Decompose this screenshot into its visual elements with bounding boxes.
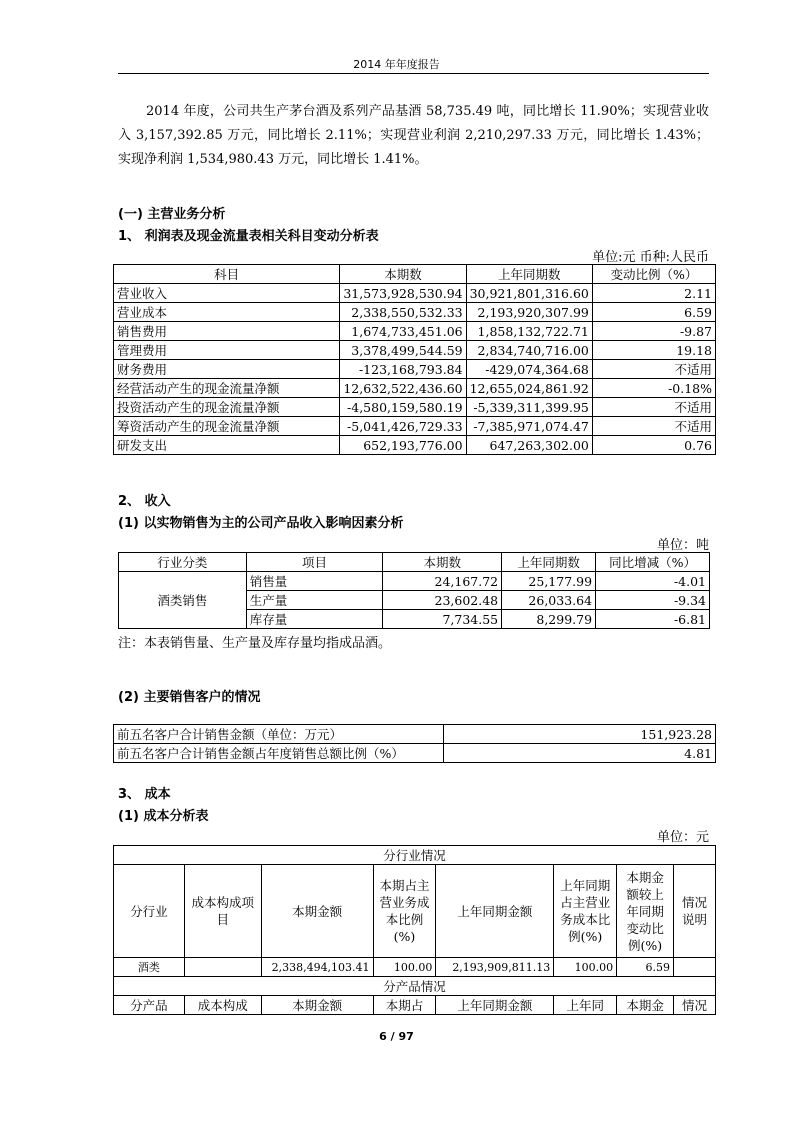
table-row [114, 436, 716, 455]
table-cell: 销售费用 [114, 322, 340, 341]
column-header: 本期金额 [261, 996, 373, 1015]
table-cell: 研发支出 [114, 436, 340, 455]
column-header: 情况 [674, 996, 716, 1015]
table-cell: 652,193,776.00 [340, 436, 466, 455]
table-cell: 1,674,733,451.06 [340, 322, 466, 341]
table-row [119, 572, 710, 591]
table4-unit-label: 单位：元 [656, 830, 709, 845]
table-cell: -123,168,793.84 [340, 360, 466, 379]
table-cell: 酒类销售 [119, 572, 247, 629]
table-cell: 2,338,494,103.41 [261, 958, 373, 977]
table-cell [184, 958, 261, 977]
table-header-row [114, 865, 716, 958]
table-cell: 26,033.64 [502, 591, 596, 610]
column-header: 科目 [114, 265, 340, 284]
table2-note: 注：本表销售量、生产量及库存量均指成品酒。 [118, 636, 392, 651]
table-cell: -4.01 [596, 572, 710, 591]
column-header: 行业分类 [119, 553, 247, 572]
column-header: 本期数 [340, 265, 466, 284]
table-cell: -9.87 [592, 322, 715, 341]
table-cell: -5,041,426,729.33 [340, 417, 466, 436]
column-header: 成本构成项目 [184, 865, 261, 958]
profit-cashflow-table [113, 264, 716, 455]
table-cell: 经营活动产生的现金流量净额 [114, 379, 340, 398]
header-divider [118, 73, 709, 74]
intro-paragraph: 2014 年度，公司共生产茅台酒及系列产品基酒 58,735.49 吨，同比增长 11.90%；实现营业收入 3,157,392.85 万元，同比增长 2.11%；实现营业利润 2,210,297.33 万元，同比增长 1.43%；实现净利润 1,534,980.43 万元，同比增长 1.41%。 [118, 104, 709, 167]
table-cell: 1,858,132,722.71 [466, 322, 592, 341]
table-cell: 12,632,522,436.60 [340, 379, 466, 398]
table1-unit-label: 单位:元 币种:人民币 [592, 250, 709, 265]
table-cell: 投资活动产生的现金流量净额 [114, 398, 340, 417]
table-cell: 生产量 [246, 591, 383, 610]
table2-unit-label: 单位：吨 [656, 538, 709, 553]
table-cell: 31,573,928,530.94 [340, 284, 466, 303]
table-cell: 不适用 [592, 398, 715, 417]
table-cell: 酒类 [114, 958, 185, 977]
column-header: 本期数 [383, 553, 502, 572]
column-header: 本期占 [373, 996, 436, 1015]
table-header-row [114, 996, 716, 1015]
table-cell: 库存量 [246, 610, 383, 629]
column-header: 上年同 [554, 996, 617, 1015]
table-cell: 0.76 [592, 436, 715, 455]
table-cell: -5,339,311,399.95 [466, 398, 592, 417]
table-cell: 前五名客户合计销售金额（单位：万元） [114, 725, 444, 744]
table-row [114, 846, 716, 865]
table-cell: 3,378,499,544.59 [340, 341, 466, 360]
column-header: 上年同期金额 [436, 996, 554, 1015]
table-cell: 12,655,024,861.92 [466, 379, 592, 398]
table-cell: 销售量 [246, 572, 383, 591]
table-cell: 分产品情况 [114, 977, 716, 996]
table-cell: 8,299.79 [502, 610, 596, 629]
section-revenue-heading: 2、 收入 [118, 494, 171, 509]
table-cell: -7,385,971,074.47 [466, 417, 592, 436]
section-revenue-factors-heading: (1) 以实物销售为主的公司产品收入影响因素分析 [118, 516, 404, 531]
column-header: 上年同期占主营业务成本比例(%) [554, 865, 617, 958]
section-profit-cashflow-heading: 1、 利润表及现金流量表相关科目变动分析表 [118, 229, 379, 244]
column-header: 项目 [246, 553, 383, 572]
table-cell: 前五名客户合计销售金额占年度销售总额比例（%） [114, 744, 444, 763]
table-row [114, 977, 716, 996]
table-row [114, 744, 716, 763]
cost-analysis-table [113, 845, 716, 1015]
column-header: 分产品 [114, 996, 185, 1015]
column-header: 成本构成 [184, 996, 261, 1015]
table-cell: -9.34 [596, 591, 710, 610]
table-cell: 2,193,909,811.13 [436, 958, 554, 977]
table-row [114, 303, 716, 322]
table-row [114, 360, 716, 379]
table-cell [674, 958, 716, 977]
table-row [114, 725, 716, 744]
table-row [114, 379, 716, 398]
customers-table [113, 724, 716, 763]
table-cell: 2.11 [592, 284, 715, 303]
column-header: 情况说明 [674, 865, 716, 958]
table-cell: 100.00 [373, 958, 436, 977]
table-header-row [119, 553, 710, 572]
table-cell: 不适用 [592, 417, 715, 436]
table-cell: 6.59 [592, 303, 715, 322]
table-row [114, 417, 716, 436]
table-cell: 2,834,740,716.00 [466, 341, 592, 360]
table-cell: 4.81 [443, 744, 715, 763]
table-cell: 151,923.28 [443, 725, 715, 744]
column-header: 本期金 [617, 996, 674, 1015]
section-customers-heading: (2) 主要销售客户的情况 [118, 690, 261, 705]
table-cell: -4,580,159,580.19 [340, 398, 466, 417]
table-cell: 100.00 [554, 958, 617, 977]
section-main-business-heading: (一) 主营业务分析 [118, 207, 226, 222]
table-cell: 营业收入 [114, 284, 340, 303]
page-header-title: 2014 年年度报告 [353, 58, 440, 71]
column-header: 上年同期数 [466, 265, 592, 284]
table-cell: 不适用 [592, 360, 715, 379]
table-cell: 23,602.48 [383, 591, 502, 610]
table-cell: 30,921,801,316.60 [466, 284, 592, 303]
table-row [114, 322, 716, 341]
table-cell: -6.81 [596, 610, 710, 629]
table-cell: 19.18 [592, 341, 715, 360]
section-cost-heading: 3、 成本 [118, 787, 171, 802]
column-header: 本期金额较上年同期变动比例(%) [617, 865, 674, 958]
product-revenue-table [118, 552, 710, 629]
column-header: 上年同期金额 [436, 865, 554, 958]
table-cell: 6.59 [617, 958, 674, 977]
table-cell: -0.18% [592, 379, 715, 398]
table-cell: 筹资活动产生的现金流量净额 [114, 417, 340, 436]
column-header: 变动比例（%） [592, 265, 715, 284]
table-row [114, 284, 716, 303]
column-header: 同比增减（%） [596, 553, 710, 572]
table-cell: 营业成本 [114, 303, 340, 322]
page-number: 6 / 97 [379, 1030, 414, 1043]
table-row [114, 398, 716, 417]
table-cell: 25,177.99 [502, 572, 596, 591]
column-header: 本期占主营业务成本比例(%) [373, 865, 436, 958]
column-header: 分行业 [114, 865, 185, 958]
table-row [114, 341, 716, 360]
table-cell: 2,338,550,532.33 [340, 303, 466, 322]
column-header: 本期金额 [261, 865, 373, 958]
table-cell: 分行业情况 [114, 846, 716, 865]
table-cell: 管理费用 [114, 341, 340, 360]
table-cell: 7,734.55 [383, 610, 502, 629]
column-header: 上年同期数 [502, 553, 596, 572]
section-cost-analysis-heading: (1) 成本分析表 [118, 809, 209, 824]
table-row [114, 958, 716, 977]
table-cell: 2,193,920,307.99 [466, 303, 592, 322]
table-cell: -429,074,364.68 [466, 360, 592, 379]
table-cell: 24,167.72 [383, 572, 502, 591]
table-header-row [114, 265, 716, 284]
table-cell: 财务费用 [114, 360, 340, 379]
table-cell: 647,263,302.00 [466, 436, 592, 455]
